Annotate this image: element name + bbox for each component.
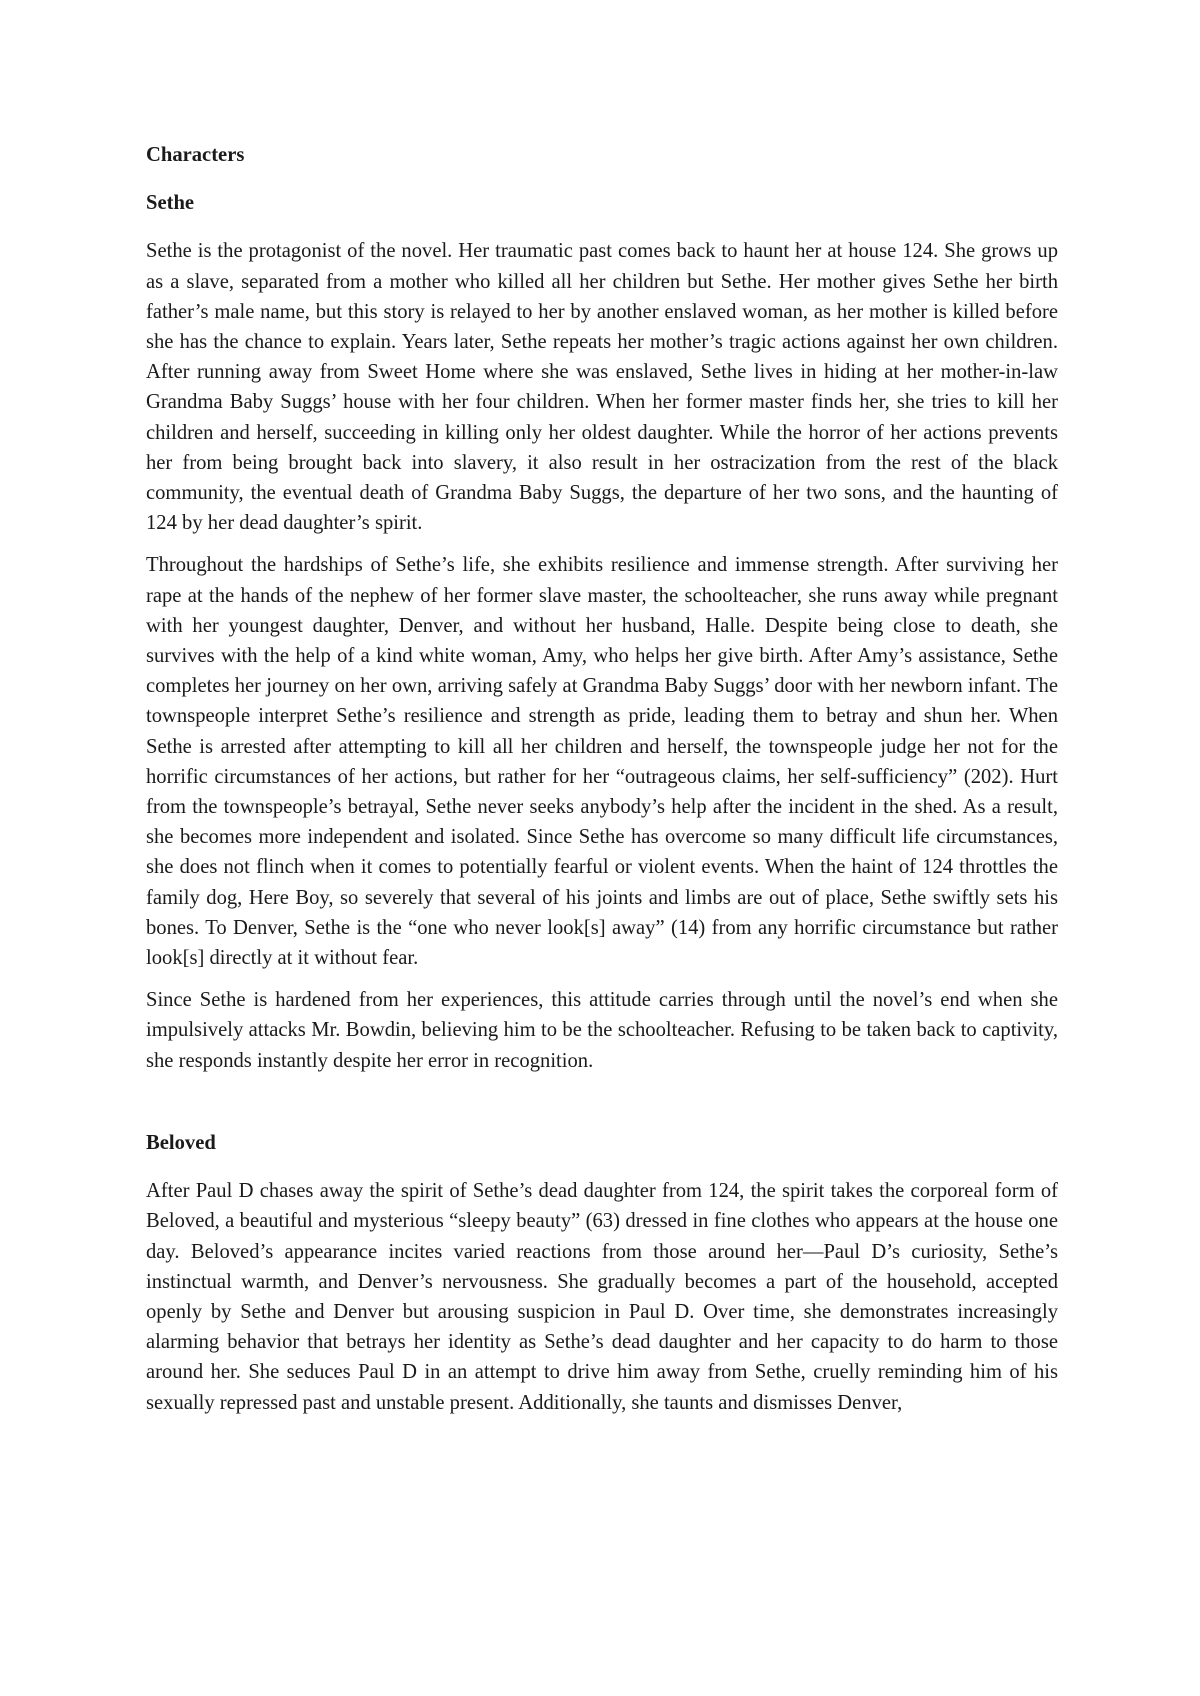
section-title-sethe: Sethe [146,192,195,215]
sethe-paragraph-1: Sethe is the protagonist of the novel. Her traumatic past comes back to haunt her at house 124. She grows up as a slave, separated from a mother who killed all her children but Sethe. Her mother gives Sethe her birth father’s male name, but this story is relayed to her by another enslaved woman, as her mother is killed before she has the chance to explain. Years later, Sethe repeats her mother’s tragic actions against her own children. After running away from Sweet Home where she was enslaved, Sethe lives in hiding at her mother-in-law Grandma Baby Suggs’ house with her four children. When her former master finds her, she tries to kill her children and herself, succeeding in killing only her oldest daughter. While the horror of her actions prevents her from being brought back into slavery, it also result in her ostracization from the rest of the black community, the eventual death of Grandma Baby Suggs, the departure of her two sons, and the haunting of 124 by her dead daughter’s spirit. [146,240,1058,535]
section-title-beloved: Beloved [146,1131,216,1154]
sethe-paragraph-3: Since Sethe is hardened from her experiences, this attitude carries through until the novel’s end when she impulsively attacks Mr. Bowdin, believing him to be the schoolteacher. Refusing to be taken back to captivity, she responds instantly despite her error in recognition. [146,989,1058,1072]
beloved-paragraph-1: After Paul D chases away the spirit of Sethe’s dead daughter from 124, the spirit takes the corporeal form of Beloved, a beautiful and mysterious “sleepy beauty” (63) dressed in fine clothes who appears at the house one day. Beloved’s appearance incites varied reactions from those around her—Paul D’s curiosity, Sethe’s instinctual warmth, and Denver’s nervousness. She gradually becomes a part of the household, accepted openly by Sethe and Denver but arousing suspicion in Paul D. Over time, she demonstrates increasingly alarming behavior that betrays her identity as Sethe’s dead daughter and her capacity to do harm to those around her. She seduces Paul D in an attempt to drive him away from Sethe, cruelly reminding him of his sexually repressed past and unstable present. Additionally, she taunts and dismisses Denver, [146,1180,1058,1414]
sethe-paragraph-2: Throughout the hardships of Sethe’s life, she exhibits resilience and immense strength. After surviving her rape at the hands of the nephew of her former slave master, the schoolteacher, she runs away while pregnant with her youngest daughter, Denver, and without her husband, Halle. Despite being close to death, she survives with the help of a kind white woman, Amy, who helps her give birth. After Amy’s assistance, Sethe completes her journey on her own, arriving safely at Grandma Baby Suggs’ door with her newborn infant. The townspeople interpret Sethe’s resilience and strength as pride, leading them to betray and shun her. When Sethe is arrested after attempting to kill all her children and herself, the townspeople judge her not for the horrific circumstances of her actions, but rather for her “outrageous claims, her self-sufficiency” (202). Hurt from the townspeople’s betrayal, Sethe never seeks anybody’s help after the incident in the shed. As a result, she becomes more independent and isolated. Since Sethe has overcome so many difficult life circumstances, she does not flinch when it comes to potentially fearful or violent events. When the haint of 124 throttles the family dog, Here Boy, so severely that several of his joints and limbs are out of place, Sethe swiftly sets his bones. To Denver, Sethe is the “one who never look[s] away” (14) from any horrific circumstance but rather look[s] directly at it without fear. [146,554,1058,970]
document-page [146,140,1058,1418]
section-sethe [146,188,1058,1076]
document-heading: Characters [146,144,245,166]
section-beloved [146,1128,1058,1418]
